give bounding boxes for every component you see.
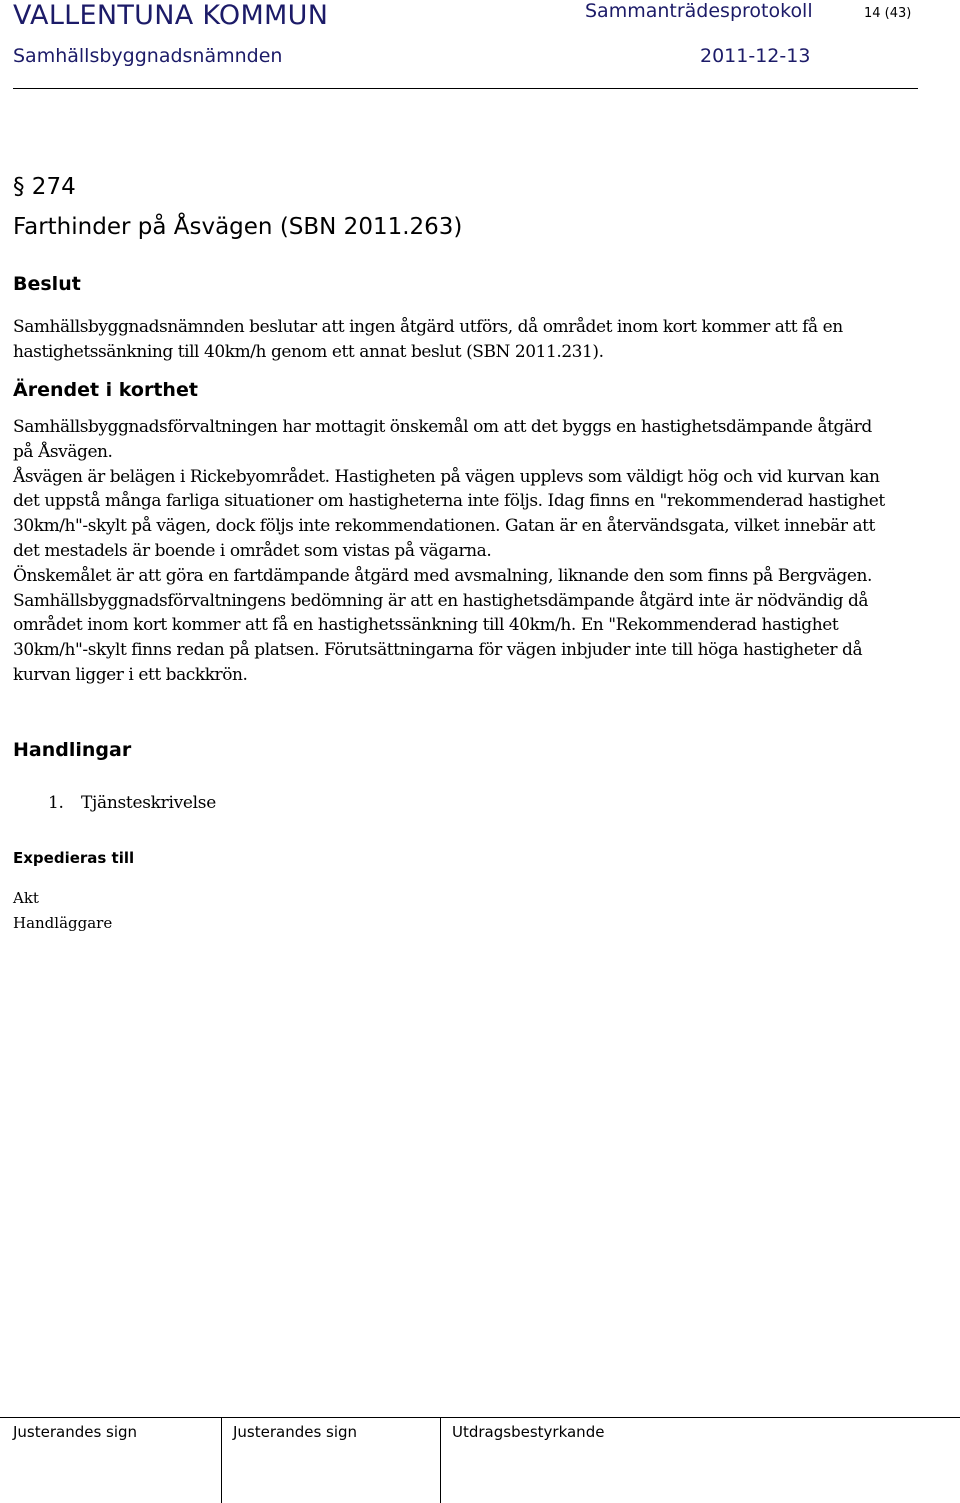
board-name: Samhällsbyggnadsnämnden (13, 45, 283, 67)
decision-text (13, 315, 893, 365)
recipient: Handläggare (13, 914, 113, 932)
decision-paragraph: Samhällsbyggnadsnämnden beslutar att ingen åtgärd utförs, då området inom kort kommer att få en hastighetssänkning till 40km/h genom ett annat beslut (SBN 2011.231). (13, 317, 843, 362)
documents-heading: Handlingar (13, 739, 132, 761)
list-item (48, 793, 216, 813)
document-type: Sammanträdesprotokoll (585, 0, 813, 22)
summary-paragraph: Åsvägen är belägen i Rickebyområdet. Hastigheten på vägen upplevs som väldigt hög och vid kurvan kan det uppstå många farliga situationer om hastigheterna inte följs. Idag finns en "rekommenderad hastighet 30km/h"-skylt på vägen, dock följs inte rekommendationen. Gatan är en återvändsgata, vilket innebär att det mestadels är boende i området som vistas på vägarna. (13, 466, 885, 561)
certification-box (441, 1418, 960, 1503)
decision-heading: Beslut (13, 273, 81, 295)
header-divider (13, 88, 918, 89)
distribution-list (13, 886, 112, 936)
summary-heading: Ärendet i korthet (13, 379, 198, 401)
summary-paragraph: Önskemålet är att göra en fartdämpande åtgärd med avsmalning, liknande den som finns på Bergvägen. (13, 565, 872, 586)
summary-paragraph: Samhällsbyggnadsförvaltningen har mottagit önskemål om att det byggs en hastighetsdämpande åtgärd på Åsvägen. (13, 417, 872, 462)
signature-box-2 (222, 1418, 441, 1503)
signature-label: Justerandes sign (233, 1423, 358, 1441)
list-item-label: Tjänsteskrivelse (81, 793, 216, 813)
certification-label: Utdragsbestyrkande (452, 1423, 605, 1441)
signature-box-1 (0, 1418, 222, 1503)
matter-title: Farthinder på Åsvägen (SBN 2011.263) (13, 214, 463, 240)
organization-name: VALLENTUNA KOMMUN (13, 0, 329, 31)
list-item-number: 1. (48, 793, 64, 813)
recipient: Akt (13, 889, 39, 907)
documents-list (48, 793, 216, 813)
signature-footer (0, 1417, 960, 1503)
page-number: 14 (43) (864, 6, 912, 21)
signature-label: Justerandes sign (13, 1423, 138, 1441)
distribution-heading: Expedieras till (13, 849, 135, 867)
paragraph-number: § 274 (13, 174, 76, 200)
summary-paragraph: Samhällsbyggnadsförvaltningens bedömning är att en hastighetsdämpande åtgärd inte är nödvändig då området inom kort kommer att få en hastighetssänkning till 40km/h. En "Rekommenderad hastighet 30km/h"-skylt finns redan på platsen. Förutsättningarna för vägen inbjuder inte till höga hastigheter då kurvan ligger i ett backkrön. (13, 590, 869, 685)
summary-text (13, 415, 893, 688)
meeting-date: 2011-12-13 (700, 45, 811, 67)
